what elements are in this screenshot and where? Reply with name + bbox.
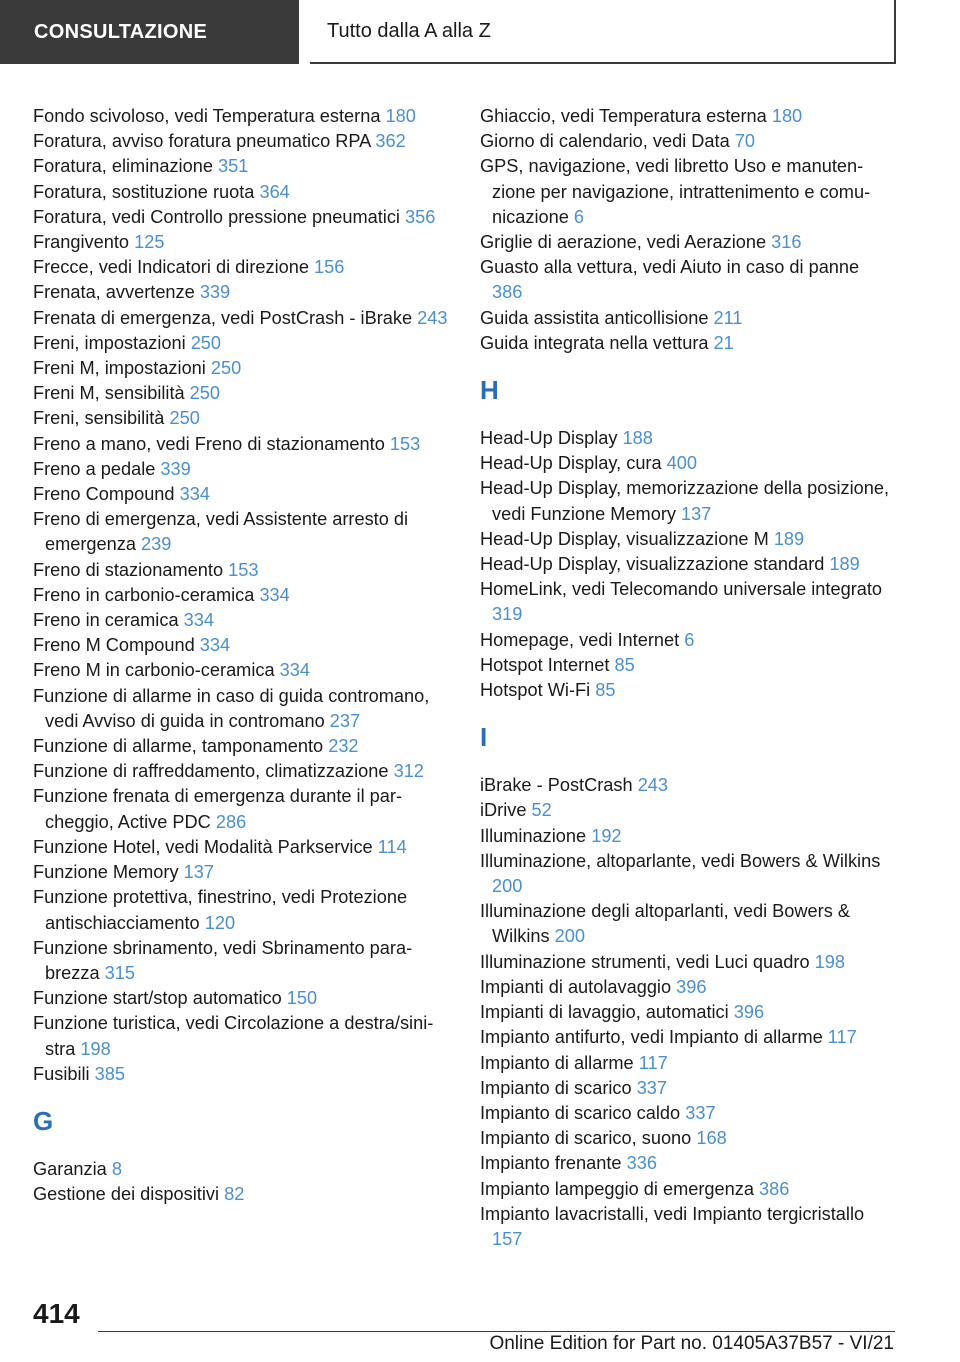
footer-divider bbox=[98, 1331, 895, 1332]
page-reference-link[interactable]: 232 bbox=[328, 736, 359, 757]
index-term: Fusibili bbox=[33, 1063, 95, 1084]
index-entry bbox=[480, 653, 890, 678]
index-entry bbox=[33, 1011, 453, 1061]
index-term: Funzione turistica, vedi Circolazione a destra/sinistra bbox=[33, 1013, 434, 1059]
index-term: Funzione frenata di emergenza durante il parcheggio, Active PDC bbox=[33, 786, 403, 832]
page-reference-link[interactable]: 156 bbox=[314, 257, 345, 278]
page-reference-link[interactable]: 250 bbox=[169, 408, 200, 429]
page-reference-link[interactable]: 339 bbox=[160, 458, 191, 479]
index-entry bbox=[480, 678, 890, 703]
index-term: Freno in carbonio-ceramica bbox=[33, 584, 260, 605]
index-entries-g bbox=[33, 1157, 453, 1207]
page-reference-link[interactable]: 6 bbox=[684, 629, 695, 650]
index-term: Freno in ceramica bbox=[33, 610, 184, 631]
index-term: Head-Up Display, visualizzazione M bbox=[480, 528, 774, 549]
index-term: Funzione Hotel, vedi Modalità Parkservice bbox=[33, 836, 378, 857]
page-reference-link[interactable]: 120 bbox=[204, 912, 236, 933]
index-entry bbox=[480, 476, 890, 526]
page-reference-link[interactable]: 153 bbox=[228, 559, 259, 580]
index-entry bbox=[33, 255, 453, 280]
index-entry bbox=[33, 331, 453, 356]
index-entry bbox=[480, 129, 890, 154]
index-entry bbox=[480, 451, 890, 476]
index-term: Impianto lavacristalli, vedi Impianto tergicristallo bbox=[480, 1203, 865, 1224]
page-reference-link[interactable]: 180 bbox=[385, 106, 416, 126]
index-entry bbox=[480, 1076, 890, 1101]
index-term: Guasto alla vettura, vedi Aiuto in caso di panne bbox=[480, 257, 860, 278]
index-term: Hotspot Wi-Fi bbox=[480, 680, 596, 701]
index-term: Illuminazione degli altoparlanti, vedi Bowers & Wilkins bbox=[480, 901, 851, 947]
index-entries-h bbox=[480, 426, 890, 703]
page-reference-link[interactable]: 85 bbox=[614, 654, 635, 675]
page-reference-link[interactable]: 334 bbox=[179, 484, 210, 505]
page-reference-link[interactable]: 70 bbox=[734, 131, 756, 152]
index-entry bbox=[33, 986, 453, 1011]
index-entry bbox=[33, 835, 453, 860]
edition-note: Online Edition for Part no. 01405A37B57 - VI/21 bbox=[489, 1333, 894, 1354]
index-entry bbox=[480, 1051, 890, 1076]
index-entry bbox=[480, 255, 890, 305]
index-term: Freni, impostazioni bbox=[33, 332, 191, 353]
index-entry bbox=[480, 824, 890, 849]
index-term: Freno di stazionamento bbox=[33, 559, 229, 580]
page-reference-link[interactable]: 153 bbox=[389, 433, 421, 454]
index-term: Foratura, vedi Controllo pressione pneumatici bbox=[33, 206, 406, 227]
index-entry bbox=[480, 230, 890, 255]
page-reference-link[interactable]: 237 bbox=[329, 710, 361, 731]
page-reference-link[interactable]: 168 bbox=[696, 1128, 727, 1149]
section-tab bbox=[0, 0, 299, 64]
page-reference-link[interactable]: 137 bbox=[183, 862, 214, 883]
index-term: Funzione protettiva, finestrino, vedi Protezione antischiacciamento bbox=[33, 887, 408, 933]
index-entry bbox=[33, 658, 453, 683]
index-entry bbox=[33, 205, 453, 230]
page-reference-link[interactable]: 356 bbox=[405, 206, 436, 227]
page-reference-link[interactable]: 364 bbox=[259, 181, 290, 202]
page-reference-link[interactable]: 337 bbox=[685, 1102, 716, 1123]
page-reference-link[interactable]: 180 bbox=[771, 106, 803, 126]
page-reference-link[interactable]: 85 bbox=[595, 680, 616, 701]
index-term: Head-Up Display, visualizzazione standard bbox=[480, 554, 830, 575]
section-title: CONSULTAZIONE bbox=[34, 20, 208, 43]
index-term: Impianto antifurto, vedi Impianto di allarme bbox=[480, 1027, 828, 1048]
index-entry bbox=[480, 798, 890, 823]
index-column-right bbox=[480, 104, 890, 1252]
index-term: Frecce, vedi Indicatori di direzione bbox=[33, 257, 315, 278]
page-reference-link[interactable]: 137 bbox=[681, 503, 712, 524]
index-entry bbox=[33, 1157, 453, 1182]
page-reference-link[interactable]: 286 bbox=[215, 811, 247, 832]
page-reference-link[interactable]: 239 bbox=[141, 534, 172, 555]
page-reference-link[interactable]: 200 bbox=[492, 876, 523, 897]
index-term: Frangivento bbox=[33, 232, 135, 253]
index-entry bbox=[33, 784, 453, 834]
page-reference-link[interactable]: 334 bbox=[183, 610, 214, 631]
index-entry bbox=[33, 507, 453, 557]
index-entry bbox=[480, 154, 890, 230]
page-reference-link[interactable]: 200 bbox=[554, 926, 586, 947]
index-entries-i bbox=[480, 773, 890, 1252]
chapter-title: Tutto dalla A alla Z bbox=[327, 19, 491, 42]
index-entry bbox=[480, 1202, 890, 1252]
index-term: Freno a pedale bbox=[33, 458, 161, 479]
section-letter-i: I bbox=[480, 722, 488, 753]
page-reference-link[interactable]: 114 bbox=[377, 836, 407, 857]
index-entry bbox=[33, 432, 453, 457]
index-term: iDrive bbox=[480, 800, 532, 821]
index-entry bbox=[33, 306, 453, 331]
index-term: Illuminazione bbox=[480, 825, 592, 846]
index-entry bbox=[33, 583, 453, 608]
page-reference-link[interactable]: 198 bbox=[814, 951, 845, 972]
index-entry bbox=[480, 1101, 890, 1126]
index-term: HomeLink, vedi Telecomando universale integrato bbox=[480, 579, 883, 600]
page-reference-link[interactable]: 386 bbox=[492, 282, 523, 303]
page-reference-link[interactable]: 250 bbox=[210, 358, 242, 379]
page-reference-link[interactable]: 192 bbox=[591, 825, 622, 846]
page-reference-link[interactable]: 82 bbox=[224, 1184, 245, 1205]
index-entry bbox=[33, 1182, 453, 1207]
page-reference-link[interactable]: 334 bbox=[199, 635, 231, 656]
index-term: Impianto lampeggio di emergenza bbox=[480, 1178, 760, 1199]
index-term: Funzione Memory bbox=[33, 862, 184, 883]
page-reference-link[interactable]: 339 bbox=[199, 282, 231, 303]
page-reference-link[interactable]: 189 bbox=[829, 554, 860, 575]
index-entry bbox=[480, 577, 890, 627]
page-reference-link[interactable]: 6 bbox=[573, 206, 585, 227]
page-reference-link[interactable]: 250 bbox=[189, 383, 221, 404]
page-reference-link[interactable]: 336 bbox=[626, 1153, 657, 1174]
index-entry bbox=[33, 230, 453, 255]
index-entries-g-continued bbox=[480, 104, 890, 356]
index-term: Funzione start/stop automatico bbox=[33, 988, 287, 1009]
index-entry bbox=[480, 306, 890, 331]
page-reference-link[interactable]: 351 bbox=[218, 156, 249, 177]
index-entry bbox=[33, 129, 453, 154]
index-entry bbox=[33, 482, 453, 507]
index-term: Impianto di scarico bbox=[480, 1077, 637, 1098]
index-term: Foratura, eliminazione bbox=[33, 156, 218, 177]
index-term: Giorno di calendario, vedi Data bbox=[480, 131, 735, 152]
index-entries-f bbox=[33, 104, 453, 1087]
page-reference-link[interactable]: 315 bbox=[104, 962, 136, 983]
index-entry bbox=[480, 426, 890, 451]
page-reference-link[interactable]: 243 bbox=[417, 307, 448, 328]
index-entry bbox=[33, 381, 453, 406]
index-entry bbox=[480, 899, 890, 949]
page-reference-link[interactable]: 243 bbox=[637, 775, 669, 796]
index-term: Freni M, impostazioni bbox=[33, 358, 211, 379]
index-term: Impianto di allarme bbox=[480, 1052, 639, 1073]
index-entry bbox=[33, 180, 453, 205]
page-reference-link[interactable]: 396 bbox=[733, 1002, 765, 1023]
index-term: Freni, sensibilità bbox=[33, 408, 170, 429]
index-entry bbox=[33, 280, 453, 305]
page-reference-link[interactable]: 117 bbox=[827, 1027, 857, 1048]
index-term: Funzione di raffreddamento, climatizzazione bbox=[33, 761, 394, 782]
index-term: iBrake - PostCrash bbox=[480, 775, 638, 796]
page-reference-link[interactable]: 198 bbox=[80, 1038, 111, 1059]
page-reference-link[interactable]: 334 bbox=[279, 660, 310, 681]
section-letter-g: G bbox=[33, 1105, 54, 1136]
index-column-left bbox=[33, 104, 453, 1207]
index-term: Funzione sbrinamento, vedi Sbrinamento parabrezza bbox=[33, 937, 413, 983]
index-term: GPS, navigazione, vedi libretto Uso e manutenzione per navigazione, intrattenimento e comunicazione bbox=[480, 156, 871, 227]
page-reference-link[interactable]: 117 bbox=[638, 1052, 668, 1073]
index-entry bbox=[480, 331, 890, 356]
index-entry bbox=[480, 950, 890, 975]
index-entry bbox=[33, 457, 453, 482]
index-entry bbox=[33, 406, 453, 431]
index-term: Gestione dei dispositivi bbox=[33, 1184, 225, 1205]
page-reference-link[interactable]: 21 bbox=[713, 332, 734, 353]
index-entry bbox=[33, 684, 453, 734]
index-term: Freni M, sensibilità bbox=[33, 383, 190, 404]
index-term: Frenata, avvertenze bbox=[33, 282, 200, 303]
index-entry bbox=[480, 104, 890, 129]
index-term: Garanzia bbox=[33, 1158, 112, 1179]
index-term: Griglie di aerazione, vedi Aerazione bbox=[480, 232, 772, 253]
index-term: Freno M in carbonio-ceramica bbox=[33, 660, 280, 681]
index-term: Hotspot Internet bbox=[480, 654, 615, 675]
index-term: Impianto di scarico, suono bbox=[480, 1128, 697, 1149]
index-term: Impianti di autolavaggio bbox=[480, 976, 677, 997]
page-reference-link[interactable]: 386 bbox=[759, 1178, 790, 1199]
index-entry bbox=[480, 975, 890, 1000]
index-entry bbox=[33, 154, 453, 179]
chapter-header bbox=[310, 0, 896, 64]
index-term: Foratura, sostituzione ruota bbox=[33, 181, 260, 202]
index-entry bbox=[480, 1000, 890, 1025]
index-term: Guida integrata nella vettura bbox=[480, 332, 714, 353]
index-entry bbox=[33, 356, 453, 381]
index-entry bbox=[480, 552, 890, 577]
index-term: Head-Up Display bbox=[480, 428, 623, 449]
page-reference-link[interactable]: 316 bbox=[771, 232, 802, 253]
index-entry bbox=[33, 104, 453, 129]
index-term: Illuminazione strumenti, vedi Luci quadro bbox=[480, 951, 815, 972]
index-entry bbox=[480, 1126, 890, 1151]
index-term: Freno di emergenza, vedi Assistente arresto di emergenza bbox=[33, 509, 409, 555]
index-entry bbox=[33, 633, 453, 658]
page-reference-link[interactable]: 189 bbox=[773, 528, 805, 549]
index-term: Impianti di lavaggio, automatici bbox=[480, 1002, 734, 1023]
page-reference-link[interactable]: 211 bbox=[713, 307, 743, 328]
page-reference-link[interactable]: 8 bbox=[111, 1158, 122, 1179]
section-letter-h: H bbox=[480, 375, 499, 406]
page-reference-link[interactable]: 125 bbox=[134, 232, 165, 253]
index-entry bbox=[33, 1062, 453, 1087]
page-reference-link[interactable]: 52 bbox=[531, 800, 552, 821]
index-term: Frenata di emergenza, vedi PostCrash - iBrake bbox=[33, 307, 418, 328]
index-entry bbox=[480, 1177, 890, 1202]
page-reference-link[interactable]: 396 bbox=[676, 976, 707, 997]
index-term: Homepage, vedi Internet bbox=[480, 629, 685, 650]
page-reference-link[interactable]: 150 bbox=[286, 988, 318, 1009]
page-reference-link[interactable]: 385 bbox=[94, 1063, 126, 1084]
page-reference-link[interactable]: 319 bbox=[492, 604, 523, 625]
index-term: Fondo scivoloso, vedi Temperatura esterna bbox=[33, 106, 386, 126]
index-entry bbox=[33, 734, 453, 759]
index-entry bbox=[33, 936, 453, 986]
page-number: 414 bbox=[33, 1298, 80, 1329]
index-term: Freno a mano, vedi Freno di stazionamento bbox=[33, 433, 390, 454]
page-reference-link[interactable]: 334 bbox=[259, 584, 290, 605]
page-reference-link[interactable]: 362 bbox=[375, 131, 406, 152]
index-term: Head-Up Display, cura bbox=[480, 453, 667, 474]
index-entry bbox=[480, 773, 890, 798]
index-entry bbox=[33, 759, 453, 784]
index-term: Guida assistita anticollisione bbox=[480, 307, 714, 328]
index-term: Impianto di scarico caldo bbox=[480, 1102, 686, 1123]
index-term: Foratura, avviso foratura pneumatico RPA bbox=[33, 131, 376, 152]
index-term: Impianto frenante bbox=[480, 1153, 627, 1174]
index-term: Funzione di allarme in caso di guida contromano, vedi Avviso di guida in contromano bbox=[33, 685, 430, 731]
page-reference-link[interactable]: 188 bbox=[622, 428, 653, 449]
index-entry bbox=[480, 1151, 890, 1176]
page-reference-link[interactable]: 312 bbox=[393, 761, 424, 782]
index-entry bbox=[33, 608, 453, 633]
index-entry bbox=[480, 1025, 890, 1050]
index-entry bbox=[480, 527, 890, 552]
index-term: Illuminazione, altoparlante, vedi Bowers & Wilkins bbox=[480, 850, 881, 871]
index-term: Ghiaccio, vedi Temperatura esterna bbox=[480, 106, 772, 126]
index-entry bbox=[33, 558, 453, 583]
page-reference-link[interactable]: 400 bbox=[666, 453, 698, 474]
page-reference-link[interactable]: 250 bbox=[190, 332, 222, 353]
index-term: Head-Up Display, memorizzazione della posizione, vedi Funzione Memory bbox=[480, 478, 890, 524]
index-term: Freno M Compound bbox=[33, 635, 200, 656]
index-term: Freno Compound bbox=[33, 484, 180, 505]
index-entry bbox=[33, 885, 453, 935]
page-reference-link[interactable]: 337 bbox=[636, 1077, 668, 1098]
index-term: Funzione di allarme, tamponamento bbox=[33, 736, 329, 757]
index-entry bbox=[33, 860, 453, 885]
index-entry bbox=[480, 849, 890, 899]
page-reference-link[interactable]: 157 bbox=[492, 1228, 523, 1249]
index-entry bbox=[480, 628, 890, 653]
